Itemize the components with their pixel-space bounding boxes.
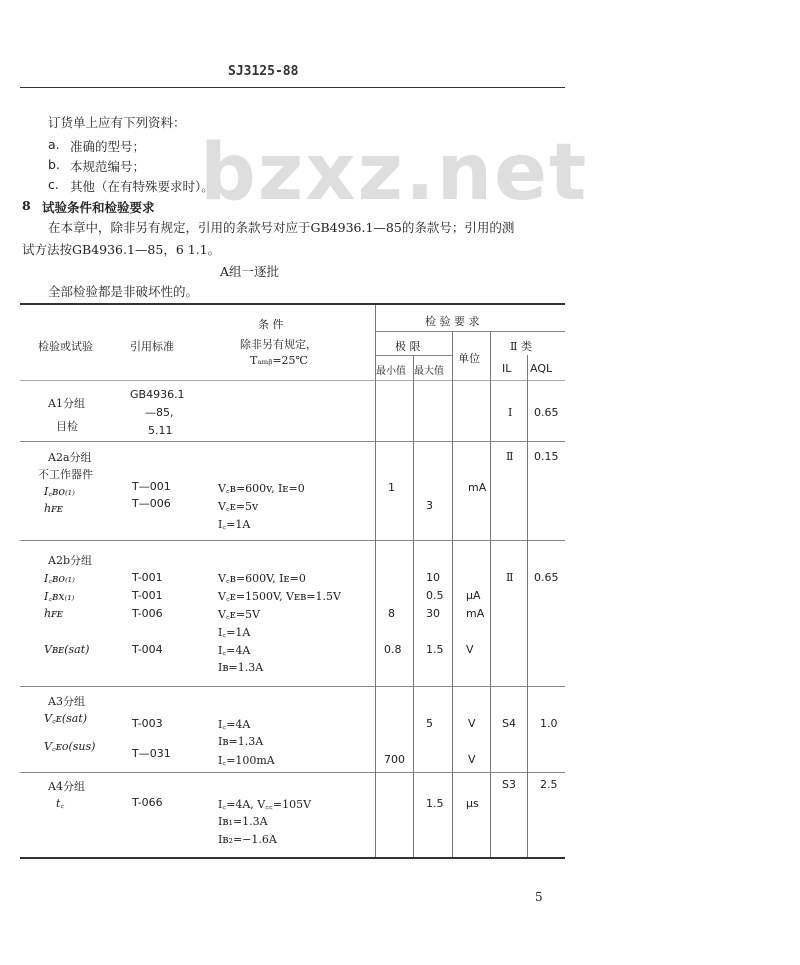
unit-value: V	[468, 717, 476, 730]
inspection-level: Ⅱ	[506, 571, 514, 584]
unit-value: mA	[468, 481, 487, 494]
condition: I꜀=4A	[218, 644, 251, 657]
table-bottom-rule	[20, 857, 565, 859]
reference: GB4936.1	[130, 388, 185, 401]
reference: T-006	[132, 607, 163, 620]
aql-value: 2.5	[540, 778, 558, 791]
item-b-label: b.	[48, 157, 60, 172]
max-value: 1.5	[426, 643, 444, 656]
test-name: V꜀ᴇᴏ(sus)	[44, 740, 96, 753]
sep-a2a	[20, 540, 565, 541]
unit-value: μs	[466, 797, 479, 810]
condition: V꜀ʙ=600V, Iᴇ=0	[218, 572, 306, 585]
condition: Iʙ=1.3A	[218, 661, 264, 674]
section-number: 8	[22, 198, 31, 213]
reference: T-001	[132, 589, 163, 602]
reference: T-003	[132, 717, 163, 730]
header-requirements: 检 验 要 求	[425, 315, 480, 328]
max-value: 1.5	[426, 797, 444, 810]
document-code: SJ3125-88	[228, 64, 299, 79]
test-name: hꜰᴇ	[44, 502, 63, 515]
min-value: 1	[388, 481, 395, 494]
test-name: t꜀	[56, 797, 65, 810]
condition: I꜀=100mA	[218, 754, 275, 767]
group-name: A2a分组	[48, 451, 92, 464]
header-class: Ⅱ 类	[510, 340, 532, 353]
vline-req	[375, 305, 376, 857]
header-conditions: 条 件	[258, 318, 284, 331]
max-value: 3	[426, 499, 433, 512]
vline-aql	[527, 355, 528, 857]
reference: T—001	[132, 480, 171, 493]
reference: T—031	[132, 747, 171, 760]
condition: I꜀=4A, V꜀꜀=105V	[218, 798, 312, 811]
item-b-text: 本规范编号；	[70, 159, 146, 174]
item-c-label: c.	[48, 177, 59, 192]
nondestructive-note: 全部检验都是非破坏性的。	[48, 284, 199, 299]
header-reference: 引用标准	[130, 340, 174, 353]
reference: 5.11	[148, 424, 173, 437]
unit-value: V	[466, 643, 474, 656]
aql-value: 0.65	[534, 571, 559, 584]
max-value: 10	[426, 571, 440, 584]
group-name: A1分组	[48, 397, 85, 410]
condition: I꜀=1A	[218, 626, 251, 639]
condition: Iʙ₁=1.3A	[218, 815, 268, 828]
condition: Iʙ=1.3A	[218, 735, 264, 748]
aql-value: 0.65	[534, 406, 559, 419]
vline-class	[490, 331, 491, 857]
item-a-text: 准确的型号；	[70, 139, 146, 154]
group-name: A3分组	[48, 695, 85, 708]
vline-unit	[452, 331, 453, 857]
page-number: 5	[535, 890, 543, 904]
vline-min-max	[413, 355, 414, 857]
table-top-rule	[20, 303, 565, 305]
min-value: 8	[388, 607, 395, 620]
item-a-label: a.	[48, 137, 60, 152]
condition: V꜀ʙ=600v, Iᴇ=0	[218, 482, 305, 495]
header-il: IL	[502, 362, 512, 375]
condition: I꜀=1A	[218, 518, 251, 531]
test-name: I꜀ʙᴏ₍₁₎	[44, 485, 75, 498]
header-aql: AQL	[530, 362, 553, 375]
header-conditions-sub2: Tₐₘᵦ=25℃	[250, 354, 308, 367]
header-conditions-sub1: 除非另有规定，	[240, 338, 317, 351]
header-max: 最大值	[414, 366, 444, 377]
test-name: Vʙᴇ(sat)	[44, 643, 90, 656]
section-title: 试验条件和检验要求	[42, 200, 155, 215]
inspection-level: S3	[502, 778, 516, 791]
max-value: 0.5	[426, 589, 444, 602]
max-value: 30	[426, 607, 440, 620]
test-name: hꜰᴇ	[44, 607, 63, 620]
condition: Iʙ₂=−1.6A	[218, 833, 277, 846]
condition: V꜀ᴇ=5V	[218, 608, 260, 621]
header-rule	[20, 87, 565, 88]
min-value: 700	[384, 753, 405, 766]
aql-value: 1.0	[540, 717, 558, 730]
group-title: A组一逐批	[220, 264, 280, 279]
condition: I꜀=4A	[218, 718, 251, 731]
header-test: 检验或试验	[38, 340, 93, 353]
group-name: A4分组	[48, 780, 85, 793]
aql-value: 0.15	[534, 450, 559, 463]
section-paragraph-line1: 在本章中，除非另有规定，引用的条款号对应于GB4936.1—85的条款号；引用的测	[48, 220, 515, 235]
reference: T—006	[132, 497, 171, 510]
unit-value: μA	[466, 589, 481, 602]
sep-a2b	[20, 686, 565, 687]
order-line: 订货单上应有下列资料：	[48, 115, 186, 130]
header-unit: 单位	[458, 352, 480, 365]
min-value: 0.8	[384, 643, 402, 656]
section-paragraph-line2: 试方法按GB4936.1—85，6 1.1。	[22, 242, 221, 257]
max-value: 5	[426, 717, 433, 730]
condition: V꜀ᴇ=5v	[218, 500, 259, 513]
test-name: I꜀ʙx₍₁₎	[44, 590, 75, 603]
sep-a3	[20, 772, 565, 773]
inspection-level: S4	[502, 717, 516, 730]
reference: T-001	[132, 571, 163, 584]
inspection-level: Ⅰ	[508, 406, 513, 419]
header-bottom-rule	[20, 380, 565, 381]
test-name: V꜀ᴇ(sat)	[44, 712, 88, 725]
unit-value: mA	[466, 607, 485, 620]
req-rule	[375, 331, 565, 332]
header-limits: 极 限	[395, 340, 421, 353]
test-name: I꜀ʙᴏ₍₁₎	[44, 572, 75, 585]
unit-value: V	[468, 753, 476, 766]
reference: T-004	[132, 643, 163, 656]
condition: V꜀ᴇ=1500V, Vᴇʙ=1.5V	[218, 590, 341, 603]
header-min: 最小值	[376, 366, 406, 377]
test-name: 不工作器件	[38, 468, 93, 481]
reference: —85,	[145, 406, 174, 419]
inspection-level: Ⅱ	[506, 450, 514, 463]
reference: T-066	[132, 796, 163, 809]
group-name: A2b分组	[48, 554, 92, 567]
sep-a1	[20, 441, 565, 442]
watermark: bzxz.net	[200, 128, 589, 218]
item-c-text: 其他（在有特殊要求时）。	[70, 179, 214, 194]
test-name: 目检	[56, 420, 78, 433]
